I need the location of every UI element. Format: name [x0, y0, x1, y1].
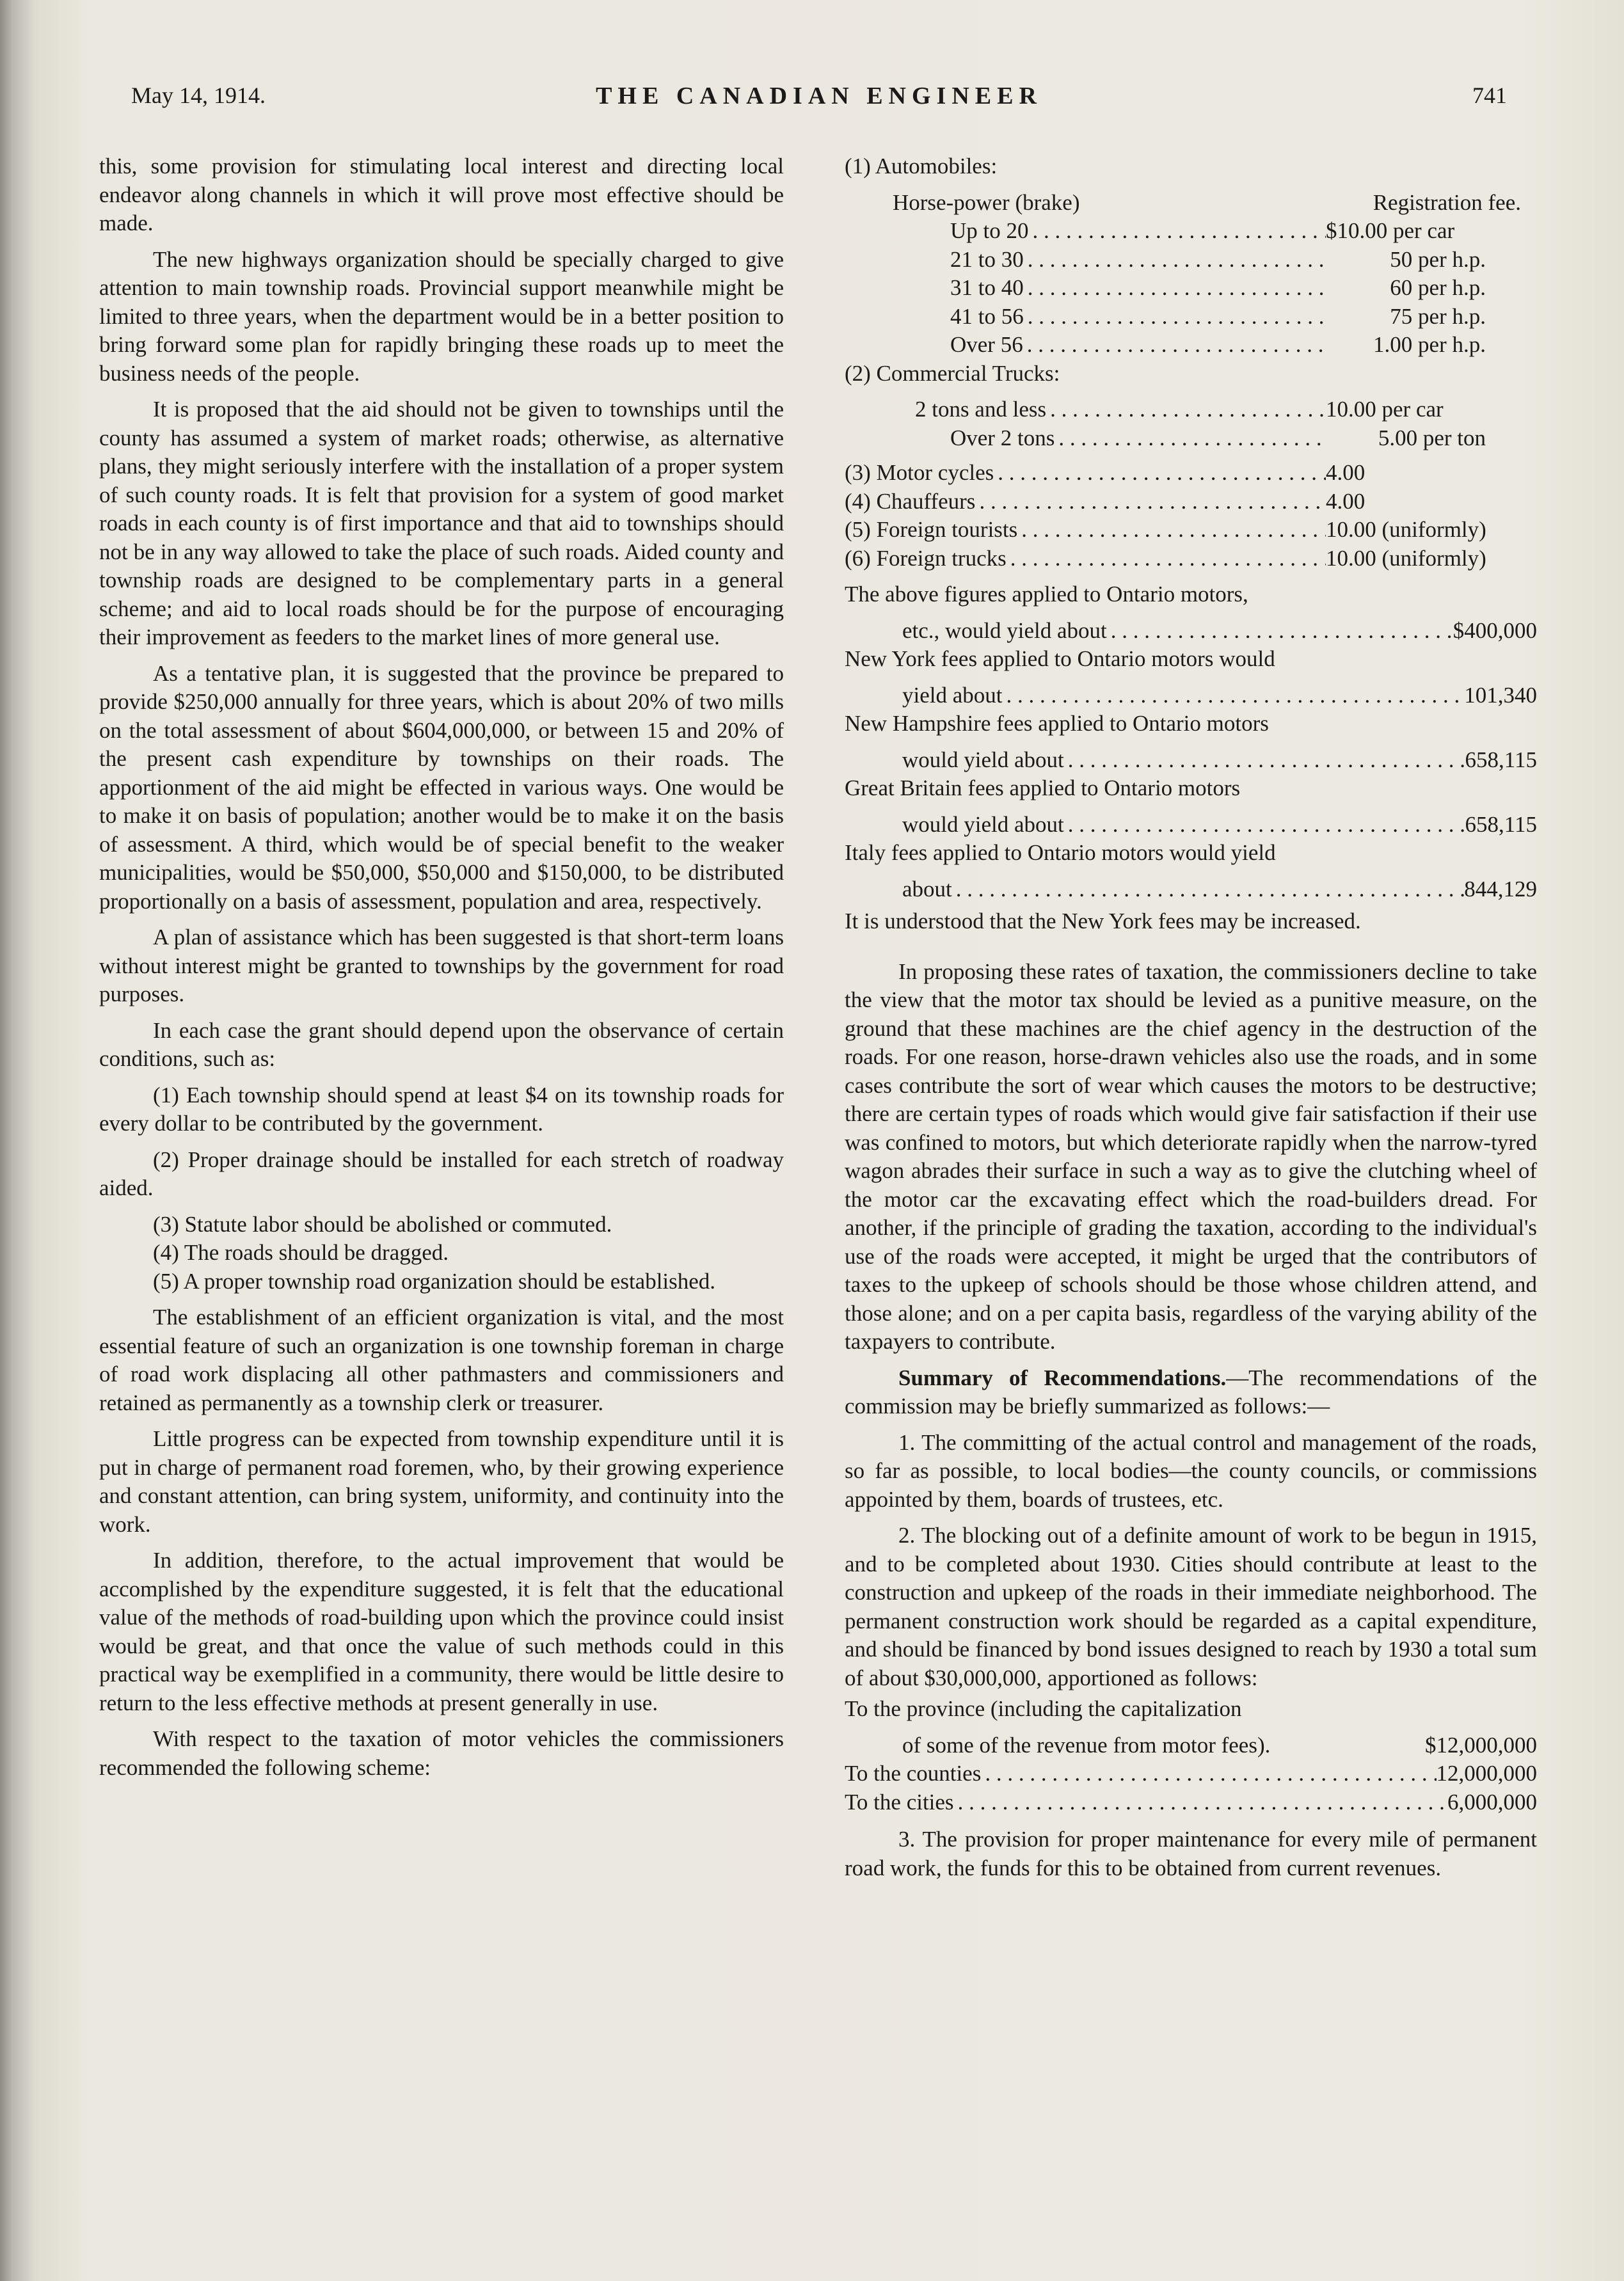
schedule-heading: (1) Automobiles: [845, 154, 998, 179]
leader-dots [1055, 424, 1326, 453]
fee-row-value: 10.00 (uniformly) [1326, 517, 1486, 542]
fee-row [845, 274, 1537, 303]
yield-row-text: The above figures applied to Ontario motors, [845, 582, 1248, 607]
paragraph: Little progress can be expected from township expenditure until it is put in charge of permanent road foremen, who, by their growing experience and constant attention, can bring system, uniformity, and continuity into the work. [99, 1426, 784, 1537]
right-column [845, 152, 1537, 1890]
yield-row-value: 101,340 [1464, 682, 1537, 708]
condition-item: (2) Proper drainage should be installed for each stretch of roadway aided. [99, 1147, 784, 1200]
fee-row-label: Over 56 [950, 332, 1023, 357]
fee-row [845, 488, 1537, 516]
yield-row [845, 811, 1537, 839]
fee-row-value: 4.00 [1326, 488, 1365, 514]
fee-row-value: 50 per h.p. [1390, 246, 1486, 272]
truck-fee-schedule [845, 360, 1537, 453]
automobile-fee-schedule [845, 152, 1537, 360]
yield-note: It is understood that the New York fees may be increased. [845, 909, 1361, 934]
yield-row-value: 658,115 [1465, 747, 1537, 772]
leader-dots [1024, 303, 1326, 331]
fee-row-value: 75 per h.p. [1390, 303, 1486, 329]
yield-row [845, 875, 1537, 904]
fee-row-value: $10.00 per car [1326, 218, 1455, 243]
paragraph: In proposing these rates of taxation, the commissioners decline to take the view that the motor tax should be levied as a punitive measure, on the ground that these machines are the chief agency in the destruction of the roads. For one reason, horse-drawn vehicles also use the roads, and in some cases contribute the sort of wear which causes the motors to be destructive; there are certain types of roads which would give fair satisfaction if their use was confined to motors, but which deteriorate rapidly when the narrow-tyred wagon abrades their surface in such a way as to give the clutching wheel of the motor car the excavating effect which the road-builders dread. For another, if the principle of grading the taxation, according to the individual's use of the roads were accepted, it might be urged that the contributors of taxes to the upkeep of schools should be those whose children attend, and those alone; and on a per capita basis, regardless of the varying ability of the taxpayers to contribute. [845, 958, 1537, 1354]
yield-row-label: about [902, 876, 952, 902]
leader-dots [1023, 331, 1326, 360]
leader-dots [954, 1788, 1447, 1817]
paragraph: this, some provision for stimulating local interest and directing local endeavor along channels in which it will prove most effective should be made. [99, 154, 784, 235]
fee-row-value: 60 per h.p. [1390, 275, 1486, 300]
paragraph: It is proposed that the aid should not be given to townships until the county has assumed a system of market roads; otherwise, as alternative plans, they might seriously interfere with the installation of a proper system of such county roads. It is felt that provision for a system of good market roads in each county is of first importance and that aid to townships should not be in any way allowed to take the place of such roads. Aided county and township roads are designed to be complementary parts in a general scheme; and aid to local roads should be for the purpose of encouraging their improvement as feeders to the market lines of more general use. [99, 397, 784, 649]
apportion-row-value: 6,000,000 [1447, 1789, 1537, 1815]
fee-row-label: (4) Chauffeurs [845, 488, 976, 514]
paragraph: As a tentative plan, it is suggested that the province be prepared to provide $250,000 annually for three years, which is about 20% of two mills on the total assessment of about $604,000,000, or between 15 and 20% of the present cash expenditure by townships on their roads. The apportionment of the aid might be effected in various ways. One would be to make it on basis of population; another would be to make it on the basis of assessment. A third, which would be of special benefit to the weaker municipalities, would be $50,000, $50,000 and $150,000, to be distributed proportionally on a basis of assessment, population and area, respectively. [99, 660, 784, 914]
yield-row-text: Great Britain fees applied to Ontario motors [845, 775, 1241, 800]
leader-dots [981, 1760, 1436, 1788]
fee-row-label: 41 to 56 [950, 303, 1024, 329]
fee-row [845, 395, 1537, 424]
recommendation-item: 1. The committing of the actual control and management of the roads, so far as possible, to local bodies—the county councils, or commissions appointed by them, boards of trustees, etc. [845, 1429, 1537, 1512]
schedule-column-headers [845, 189, 1537, 218]
leader-dots [1064, 811, 1465, 839]
yield-row-text: New Hampshire fees applied to Ontario motors [845, 711, 1269, 736]
fee-row-value: 1.00 per h.p. [1373, 332, 1486, 357]
apportion-row-label: of some of the revenue from motor fees). [902, 1732, 1271, 1758]
leader-dots [1107, 617, 1453, 646]
yield-row-value: 658,115 [1465, 811, 1537, 837]
paragraph: The new highways organization should be specially charged to give attention to main township roads. Provincial support meanwhile might be limited to three years, when the department would be in a better position to bring forward some plan for rapidly bringing these roads up to meet the business needs of the people. [99, 246, 784, 386]
yield-row-value: $400,000 [1453, 617, 1537, 643]
fee-row-label: (5) Foreign tourists [845, 517, 1018, 542]
paragraph: The establishment of an efficient organization is vital, and the most essential feature of such an organization is one township foreman in charge of road work displacing all other pathmasters and commissioners and retained as permanently as a township clerk or treasurer. [99, 1305, 784, 1415]
leader-dots [1017, 516, 1326, 544]
recommendation-item: 2. The blocking out of a definite amount of work to be begun in 1915, and to be completed about 1930. Cities should contribute at least to the construction and upkeep of the roads in their immediate neighborhood. The permanent construction work should be regarded as a capital expenditure, and should be financed by bond issues designed to reach by 1930 a total sum of about $30,000,000, apportioned as follows: [845, 1523, 1537, 1690]
fee-row [845, 424, 1537, 453]
condition-item: (3) Statute labor should be abolished or commuted. [153, 1211, 612, 1237]
fee-row-label: 2 tons and less [915, 397, 1047, 422]
fee-row [845, 516, 1537, 544]
condition-item: (4) The roads should be dragged. [153, 1240, 449, 1265]
apportion-row [845, 1788, 1537, 1817]
registration-fee-header: Registration fee. [1373, 189, 1521, 215]
schedule-heading: (2) Commercial Trucks: [845, 360, 1060, 386]
yield-row-text: New York fees applied to Ontario motors would [845, 646, 1275, 671]
page-header [131, 82, 1507, 120]
apportion-row-value: 12,000,000 [1436, 1761, 1537, 1786]
paragraph: With respect to the taxation of motor vehicles the commissioners recommended the following scheme: [99, 1726, 784, 1780]
apportion-row-text: To the province (including the capitalization [845, 1696, 1242, 1721]
yield-row-value: 844,129 [1464, 876, 1537, 902]
other-fee-schedule [845, 459, 1537, 573]
yield-row-label: etc., would yield about [902, 617, 1107, 643]
leader-dots [1064, 746, 1465, 775]
journal-title: THE CANADIAN ENGINEER [596, 83, 1042, 109]
fee-row [845, 459, 1537, 488]
left-column [99, 152, 784, 1790]
paragraph: In addition, therefore, to the actual improvement that would be accomplished by the expenditure suggested, it is felt that the educational value of the methods of road-building upon which the province could insist would be great, and that once the value of such methods could in this practical way be exemplified in a community, there would be little desire to return to the less effective methods at present generally in use. [99, 1548, 784, 1715]
apportionment-table [845, 1695, 1537, 1816]
fee-row-label: Over 2 tons [950, 425, 1055, 450]
yield-row [845, 746, 1537, 775]
leader-dots [1029, 217, 1326, 246]
fee-row [845, 331, 1537, 360]
fee-row-value: 4.00 [1326, 460, 1365, 485]
fee-row-label: Up to 20 [950, 218, 1029, 243]
apportion-row [845, 1760, 1537, 1788]
fee-row [845, 246, 1537, 274]
issue-date: May 14, 1914. [131, 83, 266, 108]
yield-row [845, 617, 1537, 646]
yield-row-label: would yield about [902, 811, 1064, 837]
leader-dots [994, 459, 1326, 488]
leader-dots [1003, 681, 1465, 710]
leader-dots [1024, 274, 1326, 303]
yield-row-label: would yield about [902, 747, 1064, 772]
recommendation-item: 3. The provision for proper maintenance for every mile of permanent road work, the funds for this to be obtained from current revenues. [845, 1827, 1537, 1880]
apportion-row-label: To the counties [845, 1761, 982, 1786]
fee-row-value: 10.00 (uniformly) [1326, 545, 1486, 571]
fee-row [845, 217, 1537, 246]
leader-dots [1024, 246, 1326, 274]
horsepower-header: Horse-power (brake) [893, 189, 1080, 215]
leader-dots [975, 488, 1326, 516]
revenue-yield-table [845, 580, 1537, 936]
spacer [845, 944, 1537, 958]
fee-row-value: 5.00 per ton [1378, 425, 1486, 450]
fee-row-label: 31 to 40 [950, 275, 1024, 300]
leader-dots [1007, 544, 1326, 573]
fee-row-value: 10.00 per car [1326, 397, 1444, 422]
condition-item: (1) Each township should spend at least $4 on its township roads for every dollar to be contributed by the government. [99, 1082, 784, 1136]
leader-dots [952, 875, 1464, 904]
yield-row [845, 681, 1537, 710]
fee-row [845, 303, 1537, 331]
yield-row-label: yield about [902, 682, 1003, 708]
page-number: 741 [1472, 83, 1507, 108]
fee-row-label: 21 to 30 [950, 246, 1024, 272]
leader-dots [1046, 395, 1326, 424]
apportion-row [845, 1731, 1537, 1760]
condition-item: (5) A proper township road organization should be established. [153, 1268, 716, 1294]
paragraph: A plan of assistance which has been suggested is that short-term loans without interest might be granted to townships by the government for road purposes. [99, 925, 784, 1006]
summary-paragraph [845, 1364, 1537, 1421]
apportion-row-value: $12,000,000 [1425, 1732, 1537, 1758]
summary-heading: Summary of Recommendations. [898, 1365, 1227, 1390]
yield-row-text: Italy fees applied to Ontario motors would yield [845, 840, 1276, 865]
fee-row-label: (6) Foreign trucks [845, 545, 1007, 571]
fee-row [845, 544, 1537, 573]
summary-intro: —The recommendations of the commission may be briefly summarized as follows:— [845, 1365, 1537, 1419]
fee-row-label: (3) Motor cycles [845, 460, 994, 485]
paragraph: In each case the grant should depend upon the observance of certain conditions, such as: [99, 1017, 784, 1071]
apportion-row-label: To the cities [845, 1789, 954, 1815]
